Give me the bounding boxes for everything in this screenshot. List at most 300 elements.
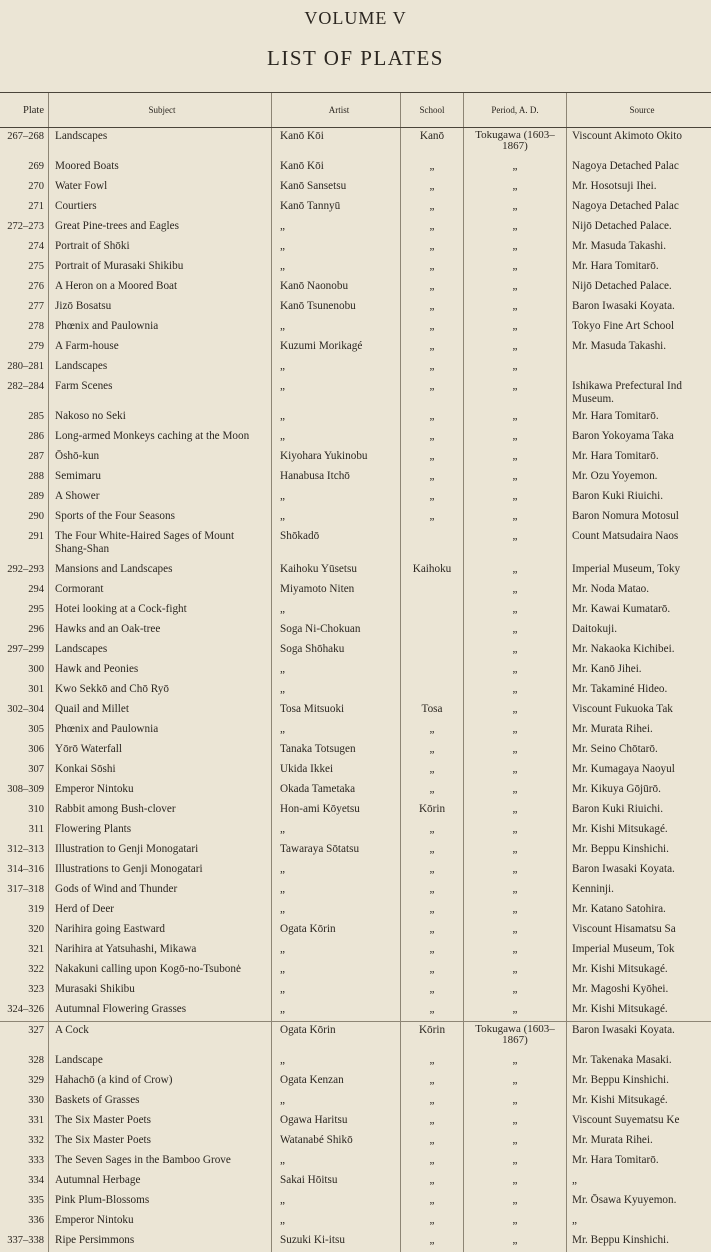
col-header-school: School [401,93,464,128]
table-row [0,1152,711,1172]
cell-artist: Suzuki Ki-itsu [272,1232,401,1252]
table-row [0,821,711,841]
table-row [0,178,711,198]
cell-artist: Hon-ami Kōyetsu [272,801,401,821]
cell-period: „ [464,428,567,448]
cell-plate: 270 [0,178,49,198]
table-row [0,901,711,921]
cell-plate: 335 [0,1192,49,1212]
cell-plate: 302–304 [0,701,49,721]
cell-artist: „ [272,1192,401,1212]
cell-plate: 290 [0,508,49,528]
cell-source: Mr. Kanō Jihei. [567,661,711,681]
table-row [0,468,711,488]
cell-subject: A Heron on a Moored Boat [49,278,272,298]
table-row [0,408,711,428]
cell-period: „ [464,1112,567,1132]
table-row [0,601,711,621]
cell-artist: Kanō Sansetsu [272,178,401,198]
table-row [0,1132,711,1152]
table-row [0,378,711,408]
cell-artist: Okada Tametaka [272,781,401,801]
cell-school: „ [401,921,464,941]
cell-subject: Pink Plum-Blossoms [49,1192,272,1212]
cell-subject: Great Pine-trees and Eagles [49,218,272,238]
cell-school: „ [401,508,464,528]
table-row [0,861,711,881]
cell-school: Kanō [401,128,464,159]
cell-subject: Phœnix and Paulownia [49,721,272,741]
cell-period: „ [464,701,567,721]
cell-artist: „ [272,428,401,448]
cell-school: „ [401,468,464,488]
cell-artist: Soga Shōhaku [272,641,401,661]
cell-plate: 311 [0,821,49,841]
cell-period: „ [464,198,567,218]
cell-source: Viscount Suyematsu Ke [567,1112,711,1132]
table-row [0,448,711,468]
cell-plate: 331 [0,1112,49,1132]
cell-subject: Portrait of Shōki [49,238,272,258]
cell-period: Tokugawa (1603–1867) [464,1022,567,1053]
cell-period: „ [464,761,567,781]
table-row [0,218,711,238]
cell-period: „ [464,921,567,941]
cell-source: Mr. Seino Chōtarō. [567,741,711,761]
cell-source: Mr. Beppu Kinshichi. [567,1232,711,1252]
cell-source: Ishikawa Prefectural Ind Museum. [567,378,711,408]
cell-plate: 291 [0,528,49,561]
table-row [0,881,711,901]
cell-source: Viscount Akimoto Okito [567,128,711,159]
table-row [0,1192,711,1212]
cell-source: Mr. Katano Satohira. [567,901,711,921]
cell-plate: 332 [0,1132,49,1152]
cell-artist: Kanō Tsunenobu [272,298,401,318]
cell-school [401,641,464,661]
cell-school: „ [401,761,464,781]
list-of-plates-title: LIST OF PLATES [0,46,711,71]
cell-artist: Ukida Ikkei [272,761,401,781]
cell-source: Mr. Kumagaya Naoyul [567,761,711,781]
cell-school: „ [401,1132,464,1152]
cell-source: Mr. Hosotsuji Ihei. [567,178,711,198]
cell-subject: Water Fowl [49,178,272,198]
table-row [0,358,711,378]
table-row [0,961,711,981]
cell-source: Nagoya Detached Palac [567,198,711,218]
table-row [0,561,711,581]
cell-school: „ [401,1172,464,1192]
cell-artist: „ [272,378,401,408]
cell-subject: Nakakuni calling upon Kogō-no-Tsubonė [49,961,272,981]
cell-artist: „ [272,218,401,238]
cell-plate: 300 [0,661,49,681]
cell-source: „ [567,1212,711,1232]
cell-source: Nagoya Detached Palac [567,158,711,178]
cell-subject: Landscapes [49,358,272,378]
cell-artist: Hanabusa Itchō [272,468,401,488]
cell-source: Baron Iwasaki Koyata. [567,1022,711,1053]
table-row [0,1022,711,1053]
cell-subject: Narihira at Yatsuhashi, Mikawa [49,941,272,961]
cell-artist: „ [272,881,401,901]
cell-artist: Soga Ni-Chokuan [272,621,401,641]
cell-period: „ [464,1132,567,1152]
cell-subject: Landscapes [49,128,272,159]
cell-period: „ [464,741,567,761]
cell-period: „ [464,468,567,488]
cell-source: Nijō Detached Palace. [567,218,711,238]
cell-subject: Farm Scenes [49,378,272,408]
table-row [0,508,711,528]
cell-plate: 321 [0,941,49,961]
cell-plate: 295 [0,601,49,621]
table-row [0,338,711,358]
table-row [0,681,711,701]
cell-source: Viscount Fukuoka Tak [567,701,711,721]
cell-period: „ [464,841,567,861]
cell-source: Mr. Ōsawa Kyuyemon. [567,1192,711,1212]
col-header-subject: Subject [49,93,272,128]
cell-plate: 282–284 [0,378,49,408]
table-row [0,1072,711,1092]
cell-period: „ [464,881,567,901]
cell-artist: „ [272,681,401,701]
cell-artist: Ogawa Haritsu [272,1112,401,1132]
table-row [0,1092,711,1112]
cell-period: „ [464,278,567,298]
col-header-period: Period, A. D. [464,93,567,128]
cell-school: „ [401,1232,464,1252]
cell-artist: „ [272,1052,401,1072]
cell-period: „ [464,1092,567,1112]
cell-subject: Hawks and an Oak-tree [49,621,272,641]
cell-source: „ [567,1172,711,1192]
cell-source: Nijō Detached Palace. [567,278,711,298]
cell-subject: The Six Master Poets [49,1112,272,1132]
cell-school: „ [401,1072,464,1092]
cell-artist: „ [272,318,401,338]
cell-plate: 277 [0,298,49,318]
cell-artist: Kanō Tannyū [272,198,401,218]
cell-artist: „ [272,961,401,981]
cell-school: „ [401,318,464,338]
cell-period: „ [464,981,567,1001]
table-row [0,1172,711,1192]
cell-source: Baron Kuki Riuichi. [567,488,711,508]
cell-artist: „ [272,661,401,681]
cell-source: Mr. Nakaoka Kichibei. [567,641,711,661]
cell-artist: Ogata Kōrin [272,921,401,941]
cell-period: „ [464,178,567,198]
cell-subject: Nakoso no Seki [49,408,272,428]
cell-period: „ [464,601,567,621]
cell-school: „ [401,901,464,921]
cell-subject: Narihira going Eastward [49,921,272,941]
cell-artist: Watanabé Shikō [272,1132,401,1152]
cell-source: Baron Iwasaki Koyata. [567,861,711,881]
cell-school: „ [401,358,464,378]
cell-school: „ [401,1092,464,1112]
cell-plate: 274 [0,238,49,258]
cell-school: „ [401,1001,464,1022]
cell-period: „ [464,1212,567,1232]
cell-plate: 287 [0,448,49,468]
cell-source: Mr. Kishi Mitsukagé. [567,1001,711,1022]
cell-source: Mr. Kishi Mitsukagé. [567,961,711,981]
cell-artist: „ [272,238,401,258]
cell-plate: 328 [0,1052,49,1072]
table-row [0,1112,711,1132]
cell-subject: The Six Master Poets [49,1132,272,1152]
cell-subject: Murasaki Shikibu [49,981,272,1001]
table-row [0,158,711,178]
cell-school: „ [401,981,464,1001]
cell-subject: Kwo Sekkō and Chō Ryō [49,681,272,701]
cell-artist: Sakai Hōitsu [272,1172,401,1192]
cell-period: „ [464,1172,567,1192]
table-row [0,641,711,661]
cell-subject: Illustrations to Genji Monogatari [49,861,272,881]
cell-school: Kōrin [401,1022,464,1053]
table-row [0,298,711,318]
cell-school: „ [401,1052,464,1072]
cell-artist: Miyamoto Niten [272,581,401,601]
cell-subject: Semimaru [49,468,272,488]
cell-period: „ [464,901,567,921]
table-row [0,841,711,861]
cell-school: „ [401,218,464,238]
cell-artist: „ [272,258,401,278]
cell-period: Tokugawa (1603–1867) [464,128,567,159]
cell-source: Mr. Kishi Mitsukagé. [567,821,711,841]
cell-period: „ [464,1001,567,1022]
cell-school: „ [401,198,464,218]
cell-plate: 272–273 [0,218,49,238]
table-header-row [0,93,711,128]
cell-source: Mr. Magoshi Kyōhei. [567,981,711,1001]
cell-plate: 317–318 [0,881,49,901]
cell-school: Kōrin [401,801,464,821]
cell-period: „ [464,1072,567,1092]
cell-subject: Hawk and Peonies [49,661,272,681]
cell-period: „ [464,298,567,318]
cell-period: „ [464,581,567,601]
cell-artist: „ [272,901,401,921]
cell-subject: A Cock [49,1022,272,1053]
table-row [0,428,711,448]
cell-school: „ [401,1212,464,1232]
cell-plate: 308–309 [0,781,49,801]
cell-plate: 289 [0,488,49,508]
cell-source: Mr. Masuda Takashi. [567,338,711,358]
cell-plate: 297–299 [0,641,49,661]
cell-artist: „ [272,1152,401,1172]
cell-period: „ [464,508,567,528]
cell-subject: Portrait of Murasaki Shikibu [49,258,272,278]
cell-artist: „ [272,488,401,508]
cell-period: „ [464,1052,567,1072]
cell-period: „ [464,1152,567,1172]
cell-school: „ [401,861,464,881]
cell-artist: „ [272,601,401,621]
cell-artist: „ [272,358,401,378]
cell-source: Mr. Kikuya Gōjūrō. [567,781,711,801]
cell-school: „ [401,298,464,318]
volume-heading: VOLUME V [0,8,711,29]
cell-source: Baron Iwasaki Koyata. [567,298,711,318]
cell-period: „ [464,781,567,801]
cell-period: „ [464,158,567,178]
cell-subject: Emperor Nintoku [49,781,272,801]
cell-subject: Landscape [49,1052,272,1072]
cell-school: „ [401,338,464,358]
cell-artist: „ [272,508,401,528]
cell-period: „ [464,358,567,378]
cell-artist: Ogata Kenzan [272,1072,401,1092]
cell-school: „ [401,1192,464,1212]
cell-school [401,528,464,561]
table-row [0,1232,711,1252]
cell-school: „ [401,781,464,801]
cell-school: „ [401,448,464,468]
cell-period: „ [464,238,567,258]
cell-school: „ [401,821,464,841]
cell-plate: 275 [0,258,49,278]
cell-school: „ [401,178,464,198]
cell-period: „ [464,528,567,561]
cell-artist: „ [272,981,401,1001]
cell-plate: 276 [0,278,49,298]
cell-subject: Hahachō (a kind of Crow) [49,1072,272,1092]
cell-period: „ [464,641,567,661]
cell-period: „ [464,408,567,428]
cell-source: Baron Yokoyama Taka [567,428,711,448]
cell-source [567,358,711,378]
cell-subject: Mansions and Landscapes [49,561,272,581]
cell-school: „ [401,428,464,448]
cell-school: „ [401,238,464,258]
cell-artist: „ [272,1212,401,1232]
cell-artist: „ [272,941,401,961]
cell-plate: 336 [0,1212,49,1232]
cell-artist: „ [272,861,401,881]
table-row [0,258,711,278]
cell-source: Mr. Hara Tomitarō. [567,448,711,468]
cell-plate: 278 [0,318,49,338]
cell-source: Mr. Murata Rihei. [567,721,711,741]
cell-school [401,581,464,601]
table-row [0,488,711,508]
cell-plate: 301 [0,681,49,701]
cell-artist: Shōkadō [272,528,401,561]
cell-subject: Long-armed Monkeys caching at the Moon [49,428,272,448]
cell-school [401,601,464,621]
cell-plate: 267–268 [0,128,49,159]
cell-plate: 312–313 [0,841,49,861]
cell-period: „ [464,721,567,741]
cell-school: „ [401,378,464,408]
cell-subject: A Farm-house [49,338,272,358]
cell-school: „ [401,158,464,178]
cell-plate: 324–326 [0,1001,49,1022]
cell-school: „ [401,408,464,428]
cell-subject: Ripe Persimmons [49,1232,272,1252]
col-header-artist: Artist [272,93,401,128]
cell-source: Imperial Museum, Tok [567,941,711,961]
table-row [0,128,711,159]
cell-plate: 320 [0,921,49,941]
cell-subject: Herd of Deer [49,901,272,921]
cell-period: „ [464,681,567,701]
cell-period: „ [464,1232,567,1252]
cell-artist: Kiyohara Yukinobu [272,448,401,468]
table-row [0,198,711,218]
plates-table [0,92,711,1252]
cell-plate: 330 [0,1092,49,1112]
col-header-source: Source [567,93,711,128]
cell-period: „ [464,338,567,358]
cell-plate: 314–316 [0,861,49,881]
cell-period: „ [464,448,567,468]
cell-school: „ [401,941,464,961]
cell-subject: Autumnal Herbage [49,1172,272,1192]
cell-source: Kenninji. [567,881,711,901]
cell-plate: 306 [0,741,49,761]
cell-artist: „ [272,1001,401,1022]
cell-school: „ [401,1112,464,1132]
cell-plate: 271 [0,198,49,218]
cell-subject: Hotei looking at a Cock-fight [49,601,272,621]
table-row [0,941,711,961]
cell-subject: Phœnix and Paulownia [49,318,272,338]
table-row [0,921,711,941]
cell-subject: Baskets of Grasses [49,1092,272,1112]
cell-period: „ [464,218,567,238]
cell-plate: 323 [0,981,49,1001]
cell-period: „ [464,1192,567,1212]
cell-plate: 333 [0,1152,49,1172]
table-row [0,528,711,561]
cell-source: Mr. Noda Matao. [567,581,711,601]
cell-period: „ [464,378,567,408]
cell-plate: 319 [0,901,49,921]
cell-source: Daitokuji. [567,621,711,641]
col-header-plate: Plate [0,93,49,128]
cell-source: Mr. Hara Tomitarō. [567,408,711,428]
cell-period: „ [464,861,567,881]
cell-artist: Kaihoku Yūsetsu [272,561,401,581]
cell-subject: Quail and Millet [49,701,272,721]
cell-source: Mr. Kishi Mitsukagé. [567,1092,711,1112]
cell-period: „ [464,821,567,841]
cell-source: Baron Kuki Riuichi. [567,801,711,821]
cell-period: „ [464,258,567,278]
table-row [0,621,711,641]
cell-plate: 307 [0,761,49,781]
cell-plate: 310 [0,801,49,821]
cell-artist: „ [272,1092,401,1112]
cell-plate: 337–338 [0,1232,49,1252]
cell-source: Mr. Hara Tomitarō. [567,258,711,278]
cell-school: „ [401,961,464,981]
cell-school: Kaihoku [401,561,464,581]
cell-subject: The Four White-Haired Sages of Mount Shang-Shan [49,528,272,561]
cell-subject: Autumnal Flowering Grasses [49,1001,272,1022]
cell-artist: Kuzumi Morikagé [272,338,401,358]
cell-plate: 292–293 [0,561,49,581]
